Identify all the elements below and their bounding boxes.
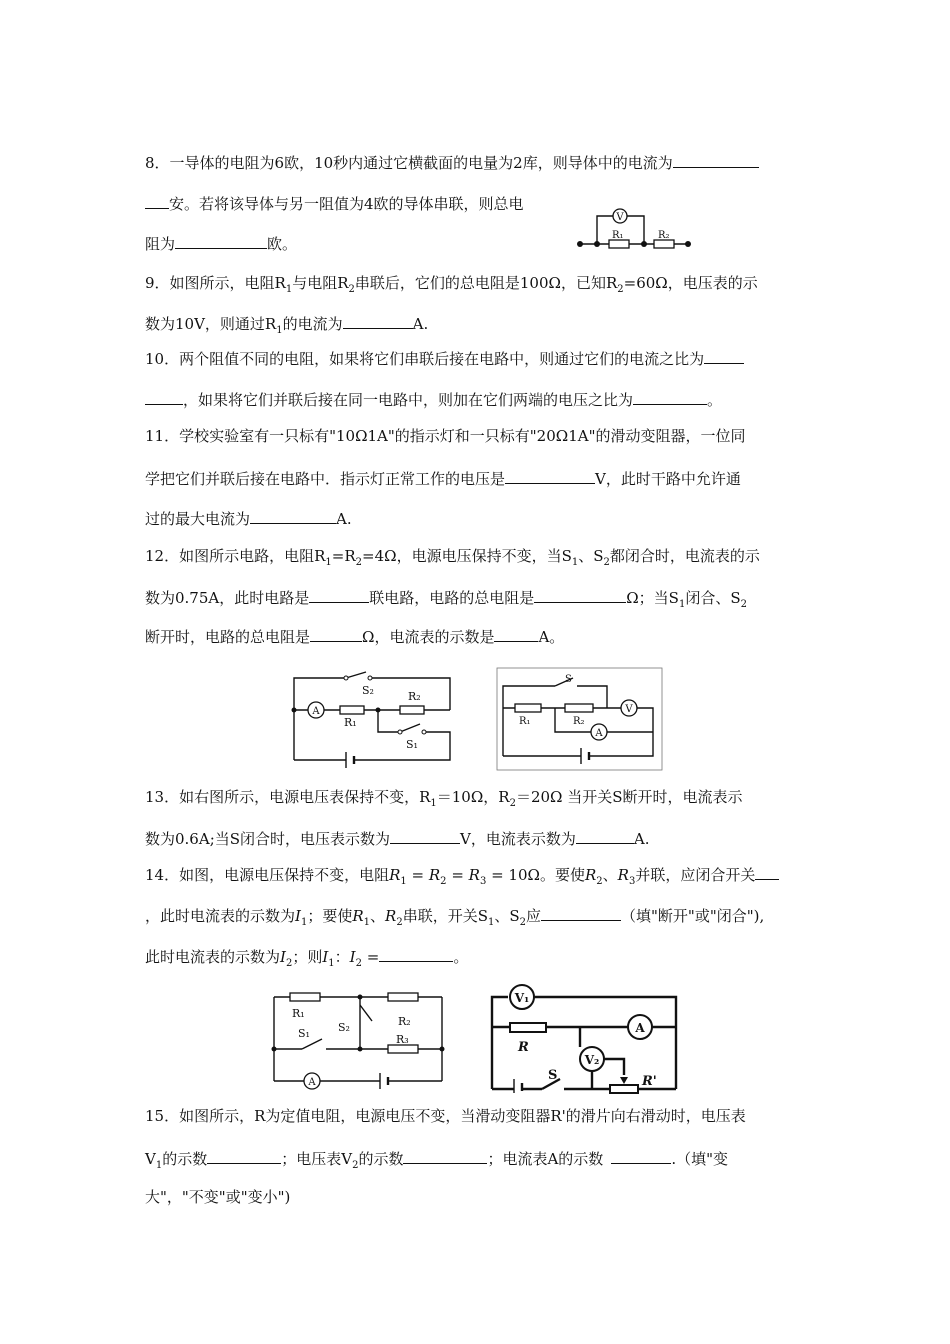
q14-line-1: 14．如图，电源电压保持不变，电阻$R_1 = R_2 = R_3 = 10\Omega$。要使$R_2$、$R_3$并联，应闭合开关 [145, 864, 779, 892]
q9-blank-current [343, 313, 413, 329]
q8-line-2: 安。若将该导体与另一阻值为4欧的导体串联，则总电 [145, 193, 524, 214]
q13-line-2: 数为0.6A;当S闭合时，电压表示数为 V，电流表示数为 A. [145, 830, 650, 848]
rheostat-slider-arrow [620, 1077, 628, 1084]
label-s2: S₂ [362, 684, 374, 697]
label-r1: R₁ [519, 716, 531, 727]
junction-dot [358, 1047, 363, 1052]
q11-line-2: 学把它们并联后接在电路中．指示灯正常工作的电压是 V，此时干路中允许通 [145, 470, 741, 488]
q15-line-3: 大"，"不变"或"变小") [145, 1188, 291, 1206]
label-v1: V₁ [514, 991, 530, 1005]
q8-blank-resistance [175, 233, 267, 249]
terminal-dot [685, 241, 691, 247]
q13-blank-voltage [390, 828, 460, 844]
resistor-r2 [565, 704, 593, 712]
q12-blank-ammeter [494, 626, 538, 642]
figure-q13-circuit [497, 668, 662, 770]
q13-blank-current [576, 828, 634, 844]
label-r2: R₂ [658, 230, 670, 241]
figure-q15-circuit [484, 985, 684, 1093]
q15-blank-v1 [207, 1148, 281, 1164]
q11-blank-max-current [250, 508, 336, 524]
q9-line-1: 9．如图所示，电阻$R_1$与电阻$R_2$串联后，它们的总电阻是100Ω，已知$R_2=60\Omega$，电压表的示 [145, 274, 758, 295]
label-r1: R₁ [292, 1007, 305, 1020]
label-r2: R₂ [398, 1015, 411, 1028]
resistor-r3 [388, 1045, 418, 1053]
label-r1: R₁ [344, 716, 357, 729]
switch-contact [344, 676, 348, 680]
q12-line-3: 断开时，电路的总电阻是 Ω，电流表的示数是 A。 [145, 628, 565, 646]
label-v2: V₂ [584, 1053, 600, 1067]
terminal-dot [577, 241, 583, 247]
q15-blank-ammeter [611, 1148, 671, 1164]
q11-line-1: 11．学校实验室有一只标有"10Ω1A"的指示灯和一只标有"20Ω1A"的滑动变阻器，一位同 [145, 427, 746, 445]
q8-blank-current [673, 152, 759, 168]
resistor-r1 [340, 706, 364, 714]
label-r1: R₁ [612, 230, 624, 241]
q14-line-3: 此时电流表的示数为$I_2$；则$I_1$：$I_2$ = 。 [145, 948, 469, 969]
figure-q12-circuit [288, 668, 458, 770]
q12-blank-resistance-2 [310, 626, 362, 642]
q14-blank-switch [755, 864, 779, 880]
q15-line-2: $V_1$的示数 ；电压表$V_2$的示数 ；电流表A的示数 .（填"变 [145, 1150, 728, 1171]
q10-blank-voltage-ratio [633, 389, 707, 405]
label-r3: R₃ [396, 1033, 409, 1046]
resistor-r [510, 1023, 546, 1032]
label-s: S [548, 1068, 558, 1083]
resistor-r1 [609, 240, 629, 248]
label-s1: S₁ [298, 1027, 310, 1040]
q12-blank-circuit-type [309, 587, 369, 603]
junction-dot [440, 1047, 445, 1052]
resistor-r2 [654, 240, 674, 248]
q8-blank-current-cont [145, 193, 169, 209]
ammeter-label: A [308, 1077, 316, 1088]
switch-s1-blade [302, 1039, 322, 1049]
q10-line-2: ，如果将它们并联后接在同一电路中，则加在它们两端的电压之比为 。 [145, 389, 722, 410]
label-s: S [565, 674, 572, 685]
switch-s1-blade [400, 724, 420, 732]
q13-line-1: 13．如右图所示，电源电压表保持不变，$R_1=10\Omega$，$R_2=20\Omega$ 当开关S断开时，电流表示 [145, 788, 743, 809]
wire [604, 1059, 624, 1075]
resistor-r2 [388, 993, 418, 1001]
switch-contact [368, 676, 372, 680]
q10-blank-ratio-b [145, 389, 183, 405]
ammeter-label: A [635, 1021, 645, 1035]
q12-line-1: 12．如图所示电路，电阻$R_1=R_2=4\Omega$，电源电压保持不变，当$S_1$、$S_2$都闭合时，电流表的示 [145, 547, 760, 568]
ammeter-label: A [312, 706, 320, 717]
wire [492, 997, 508, 1089]
q14-blank-ratio [379, 946, 453, 962]
q12-blank-total-resistance [534, 587, 626, 603]
label-rp: R' [642, 1074, 657, 1089]
label-r: R [518, 1040, 529, 1055]
label-s1: S₁ [406, 738, 418, 751]
switch-contact [398, 730, 402, 734]
label-r2: R₂ [408, 690, 421, 703]
switch-s2-blade [360, 1005, 372, 1021]
figure-series-voltmeter [570, 200, 700, 260]
junction-dot [272, 1047, 277, 1052]
q14-blank-switch-state [541, 905, 621, 921]
switch-s2-blade [346, 672, 366, 678]
resistor-r1 [290, 993, 320, 1001]
q9-line-2: 数为10V，则通过$R_1$的电流为 A. [145, 315, 429, 336]
q11-line-3: 过的最大电流为 A. [145, 510, 352, 528]
resistor-r2 [400, 706, 424, 714]
voltmeter-label: V [625, 704, 633, 715]
rheostat-rp [610, 1085, 638, 1093]
q15-blank-v2 [403, 1148, 487, 1164]
wire [378, 710, 400, 732]
q11-blank-voltage [505, 468, 595, 484]
voltmeter-label: V [616, 212, 624, 223]
q14-line-2: ，此时电流表的示数为$I_1$；要使$R_1$、$R_2$串联，开关$S_1$、$S_2$应 （填"断开"或"闭合"), [145, 907, 765, 928]
q8-line-3: 阻为 欧。 [145, 235, 298, 253]
q8-line-1: 8．一导体的电阻为6欧，10秒内通过它横截面的电量为2库，则导体中的电流为 [145, 152, 759, 173]
q15-line-1: 15．如图所示，R为定值电阻，电源电压不变，当滑动变阻器R'的滑片向右滑动时，电压表 [145, 1107, 746, 1125]
switch-contact [422, 730, 426, 734]
q10-line-1: 10．两个阻值不同的电阻，如果将它们串联后接在电路中，则通过它们的电流之比为 [145, 348, 744, 369]
ammeter-label: A [595, 728, 603, 739]
wire [354, 732, 450, 760]
q10-blank-ratio-a [704, 348, 744, 364]
figure-q14-circuit [268, 985, 453, 1093]
resistor-r1 [515, 704, 541, 712]
q12-line-2: 数为0.75A，此时电路是 联电路，电路的总电阻是 Ω；当$S_1$闭合、$S_2$ [145, 589, 747, 610]
label-r2: R₂ [573, 716, 585, 727]
label-s2: S₂ [338, 1021, 350, 1034]
